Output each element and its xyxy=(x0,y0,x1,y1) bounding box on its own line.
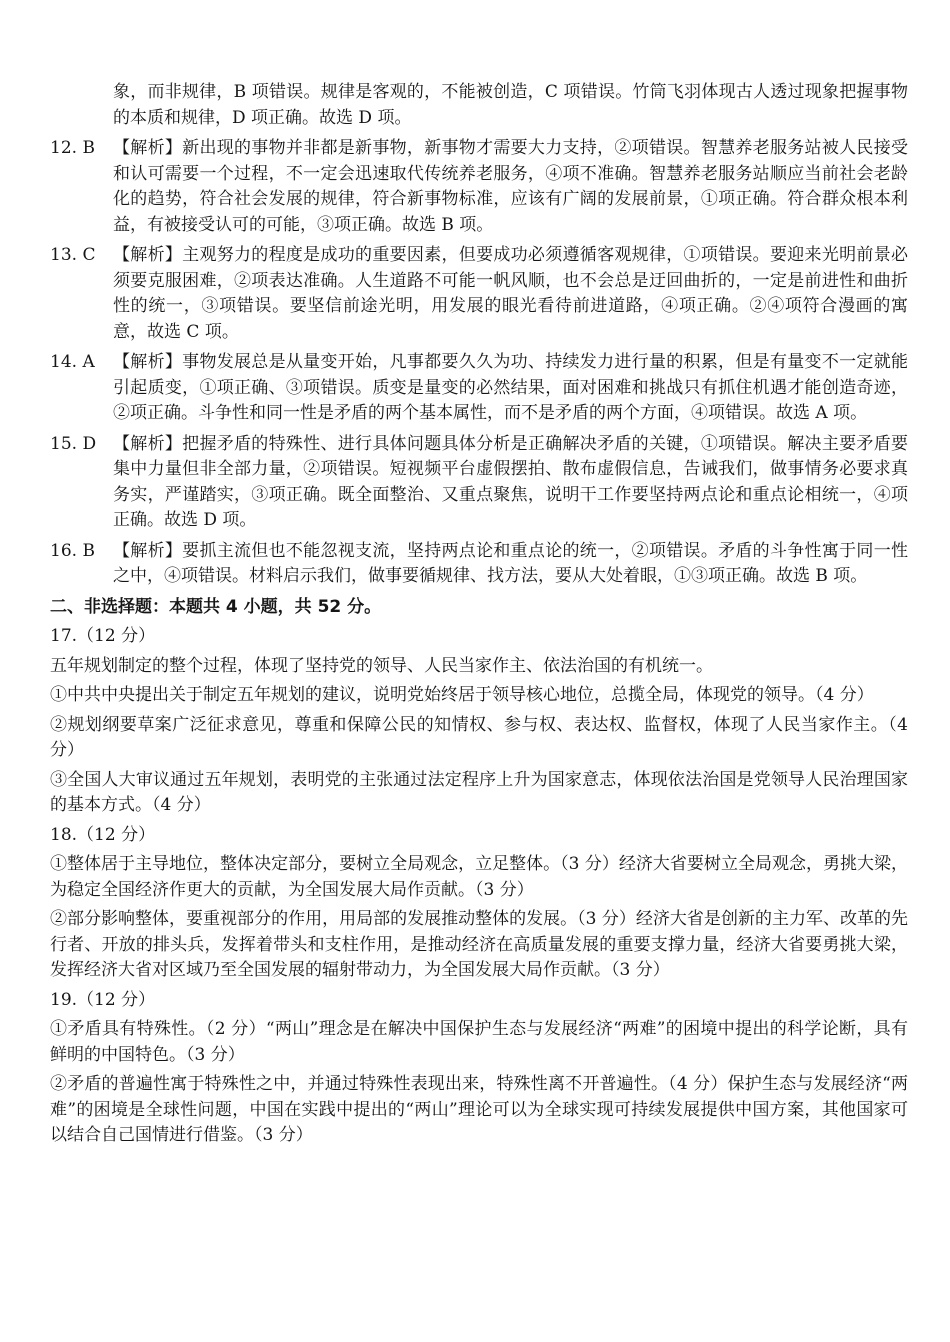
item-number: 13. C xyxy=(50,245,96,265)
item-number: 14. A xyxy=(50,352,95,372)
item-number: 12. B xyxy=(50,138,95,158)
answer-item-15 xyxy=(50,432,908,534)
question-17-point-3: ③全国人大审议通过五年规划，表明党的主张通过法定程序上升为国家意志，体现依法治国是党领导人民治理国家的基本方式。（4 分） xyxy=(50,769,908,815)
answer-item-14 xyxy=(50,350,908,427)
item-explanation: 【解析】主观努力的程度是成功的重要因素，但要成功必须遵循客观规律，①项错误。要迎来光明前景必须要克服困难，②项表达准确。人生道路不可能一帆风顺，也不会总是迂回曲折的，一定是前进性和曲折性的统一，③项错误。要坚信前途光明，用发展的眼光看待前进道路，④项正确。②④项符合漫画的寓意，故选 C 项。 xyxy=(113,245,908,342)
question-19-point-2: ②矛盾的普遍性寓于特殊性之中，并通过特殊性表现出来，特殊性离不开普遍性。（4 分）保护生态与发展经济“两难”的困境是全球性问题，中国在实践中提出的“两山”理论可以为全球实现可持续发展提供中国方案，其他国家可以结合自己国情进行借鉴。（3 分） xyxy=(50,1074,908,1145)
question-19-heading: 19.（12 分） xyxy=(50,989,156,1010)
question-18-point-2: ②部分影响整体，要重视部分的作用，用局部的发展推动整体的发展。（3 分）经济大省是创新的主力军、改革的先行者、开放的排头兵，发挥着带头和支柱作用，是推动经济在高质量发展的重要支撑力量，经济大省要勇挑大梁，发挥经济大省对区域乃至全国发展的辐射带动力，为全国发展大局作贡献。（3 分） xyxy=(50,909,908,980)
item-explanation: 【解析】要抓主流但也不能忽视支流，坚持两点论和重点论的统一，②项错误。矛盾的斗争性寓于同一性之中，④项错误。材料启示我们，做事要循规律、找方法，要从大处着眼，①③项正确。故选 B 项。 xyxy=(113,540,908,586)
item-number: 15. D xyxy=(50,433,97,454)
item-explanation: 【解析】把握矛盾的特殊性、进行具体问题具体分析是正确解决矛盾的关键，①项错误。解决主要矛盾要集中力量但非全部力量，②项错误。短视频平台虚假摆拍、散布虚假信息，告诫我们，做事情务必要求真务实，严谨踏实，③项正确。既全面整治、又重点聚焦，说明干工作要坚持两点论和重点论相统一，④项正确。故选 D 项。 xyxy=(113,433,908,530)
question-17-point-1: ①中共中央提出关于制定五年规划的建议，说明党始终居于领导核心地位，总揽全局，体现党的领导。（4 分） xyxy=(50,685,874,705)
question-17-heading: 17.（12 分） xyxy=(50,626,156,646)
item-number: 16. B xyxy=(50,540,95,561)
section-title: 二、非选择题：本题共 4 小题，共 52 分。 xyxy=(50,596,382,617)
item-explanation: 【解析】新出现的事物并非都是新事物，新事物才需要大力支持，②项错误。智慧养老服务站被人民接受和认可需要一个过程，不一定会迅速取代传统养老服务，④项不准确。智慧养老服务站顺应当前社会老龄化的趋势，符合社会发展的规律，符合新事物标准，应该有广阔的发展前景，①项正确。符合群众根本利益，有被接受认可的可能，③项正确。故选 B 项。 xyxy=(113,138,908,235)
answer-page xyxy=(50,80,908,1149)
answer-item-16 xyxy=(50,539,908,590)
question-18-heading: 18.（12 分） xyxy=(50,824,156,845)
answer-item-12 xyxy=(50,136,908,238)
question-19-point-1: ①矛盾具有特殊性。（2 分）“两山”理念是在解决中国保护生态与发展经济“两难”的困境中提出的科学论断，具有鲜明的中国特色。（3 分） xyxy=(50,1019,908,1065)
item-11-continuation: 象，而非规律，B 项错误。规律是客观的，不能被创造，C 项错误。竹筒飞羽体现古人透过现象把握事物的本质和规律，D 项正确。故选 D 项。 xyxy=(113,82,908,128)
question-17-intro: 五年规划制定的整个过程，体现了坚持党的领导、人民当家作主、依法治国的有机统一。 xyxy=(50,655,713,676)
question-17-point-2: ②规划纲要草案广泛征求意见，尊重和保障公民的知情权、参与权、表达权、监督权，体现了人民当家作主。（4 分） xyxy=(50,714,908,760)
question-18-point-1: ①整体居于主导地位，整体决定部分，要树立全局观念，立足整体。（3 分）经济大省要树立全局观念，勇挑大梁，为稳定全国经济作更大的贡献，为全国发展大局作贡献。（3 分） xyxy=(50,854,908,900)
item-explanation: 【解析】事物发展总是从量变开始，凡事都要久久为功、持续发力进行量的积累，但是有量变不一定就能引起质变，①项正确、③项错误。质变是量变的必然结果，面对困难和挑战只有抓住机遇才能创造奇迹，②项正确。斗争性和同一性是矛盾的两个基本属性，而不是矛盾的两个方面，④项错误。故选 A 项。 xyxy=(113,352,908,423)
answer-item-13 xyxy=(50,243,908,345)
